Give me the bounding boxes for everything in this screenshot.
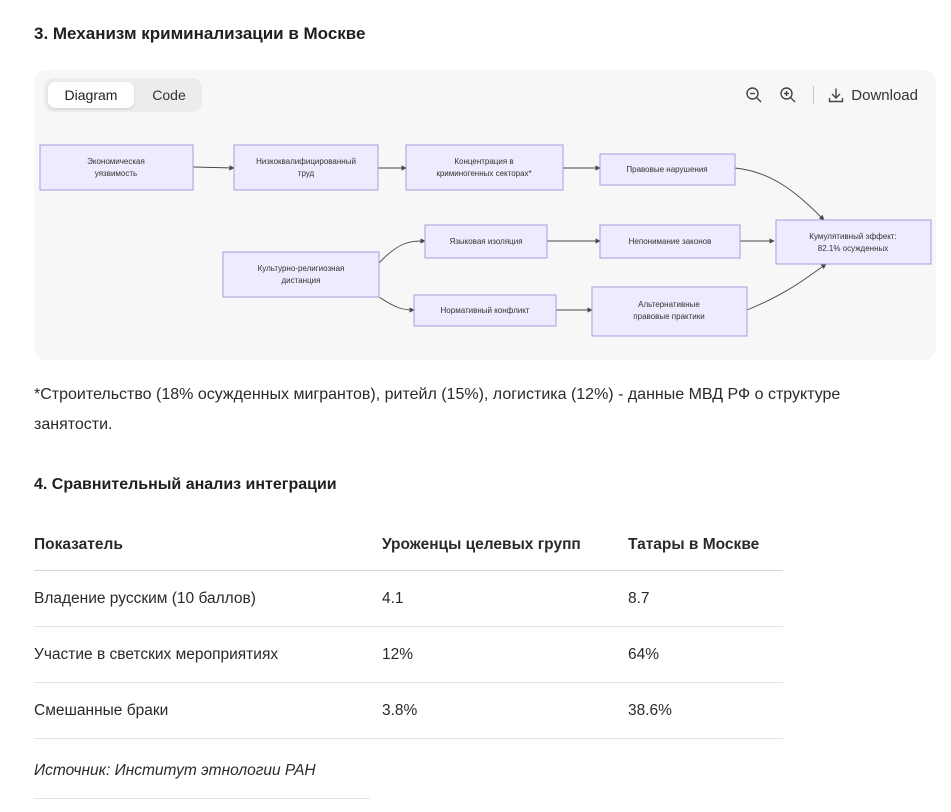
node-sector-concentration[interactable] [406,145,563,190]
svg-text:Концентрация в: Концентрация в [454,157,514,166]
svg-text:Языковая изоляция: Языковая изоляция [449,237,523,246]
zoom-out-button[interactable] [741,82,767,108]
comparison-table [34,520,783,739]
download-button[interactable] [828,87,918,104]
table-cell: 3.8% [382,683,628,739]
view-toggle [44,78,202,112]
svg-text:труд: труд [297,169,315,178]
download-label: Download [851,86,918,104]
svg-text:Альтернативные: Альтернативные [638,300,700,309]
zoom-out-icon [745,86,763,104]
table-header: Уроженцы целевых групп [382,520,628,571]
table-row [34,627,783,683]
edge-n9-n10 [747,264,826,310]
svg-text:Культурно-религиозная: Культурно-религиозная [257,264,345,273]
diagram-card [34,70,936,360]
svg-text:криминогенных секторах*: криминогенных секторах* [436,169,532,178]
footnote-text: *Строительство (18% осужденных мигрантов), ритейл (15%), логистика (12%) - данные МВД РФ о структуре занятости. [34,386,841,433]
edge-n5-n6 [379,241,425,263]
table-cell: 8.7 [628,571,783,627]
node-legal-violations[interactable] [600,154,735,185]
svg-text:уязвимость: уязвимость [94,169,138,178]
tab-code[interactable]: Code [152,87,186,103]
edge-n4-n10 [735,168,824,220]
node-language-isolation[interactable] [425,225,547,258]
table-cell: 38.6% [628,683,783,739]
node-normative-conflict[interactable] [414,295,556,326]
svg-text:Экономическая: Экономическая [87,157,145,166]
table-row [34,571,783,627]
node-low-skilled-labor[interactable] [234,145,378,190]
node-cultural-religious-distance[interactable] [223,252,379,297]
download-icon [828,87,844,103]
table-header: Татары в Москве [628,520,783,571]
toolbar-divider [813,86,814,104]
flowchart [34,70,936,360]
diagram-toolbar [733,82,918,108]
node-economic-vulnerability[interactable] [40,145,193,190]
table-cell: Смешанные браки [34,683,382,739]
svg-text:82.1% осужденных: 82.1% осужденных [817,244,889,253]
svg-text:Непонимание законов: Непонимание законов [628,237,712,246]
edge-n5-n8 [379,297,414,310]
table-cell: 64% [628,627,783,683]
source-note: Источник: Институт этнологии РАН [34,743,370,799]
node-alternative-legal-practices[interactable] [592,287,747,336]
table-header: Показатель [34,520,382,571]
section-title-comparison: 4. Сравнительный анализ интеграции [34,476,337,493]
zoom-in-icon [779,86,797,104]
svg-text:Нормативный конфликт: Нормативный конфликт [440,306,530,315]
tab-diagram[interactable]: Diagram [48,82,134,108]
svg-text:Кумулятивный эффект:: Кумулятивный эффект: [809,232,897,241]
table-cell: Участие в светских мероприятиях [34,627,382,683]
node-law-misunderstanding[interactable] [600,225,740,258]
table-header-row [34,520,783,571]
table-cell: Владение русским (10 баллов) [34,571,382,627]
edge-n1-n2 [193,167,234,168]
table-cell: 12% [382,627,628,683]
section-title: 3. Механизм криминализации в Москве [34,24,366,43]
node-cumulative-effect[interactable] [776,220,931,264]
table-row [34,683,783,739]
svg-text:дистанция: дистанция [281,276,321,285]
zoom-in-button[interactable] [775,82,801,108]
svg-text:Низкоквалифицированный: Низкоквалифицированный [256,157,356,166]
table-cell: 4.1 [382,571,628,627]
svg-text:правовые практики: правовые практики [633,312,705,321]
svg-text:Правовые нарушения: Правовые нарушения [626,165,708,174]
